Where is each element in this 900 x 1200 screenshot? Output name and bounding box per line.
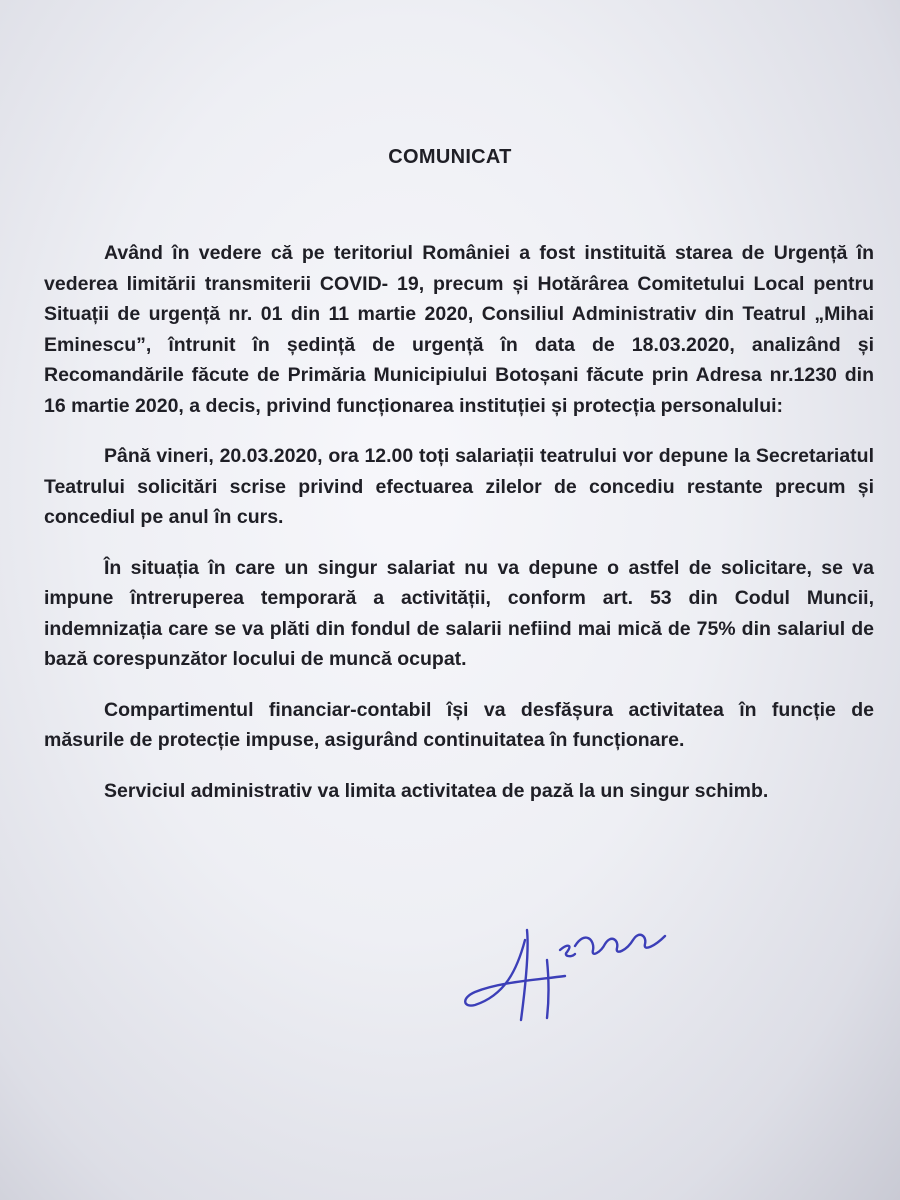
handwritten-signature: [455, 900, 695, 1030]
paragraph-intro: Având în vedere că pe teritoriul României a fost instituită starea de Urgență în vederea limitării transmiterii COVID- 19, precum și Hotărârea Comitetului Local pentru Situații de urgență nr. 01 din 11 martie 2020, Consiliul Administrativ din Teatrul „Mihai Eminescu”, întrunit în ședință de urgență în data de 18.03.2020, analizând și Recomandările făcute de Primăria Municipiului Botoșani făcute prin Adresa nr.1230 din 16 martie 2020, a decis, privind funcționarea instituției și protecția personalului:: [44, 242, 874, 417]
paragraph-security-service: Serviciul administrativ va limita activitatea de pază la un singur schimb.: [104, 779, 769, 802]
document-body: [44, 238, 874, 826]
paragraph-activity-suspension: În situația în care un singur salariat nu va depune o astfel de solicitare, se va impune întreruperea temporară a activității, conform art. 53 din Codul Muncii, indemnizația care se va plăti din fondul de salarii nefiind mai mică de 75% din salariul de bază corespunzător locului de muncă ocupat.: [44, 556, 874, 670]
paragraph-finance: Compartimentul financiar-contabil își va desfășura activitatea în funcție de măsurile de protecție impuse, asigurând continuitatea în funcționare.: [44, 698, 874, 751]
paragraph-leave-requests: Până vineri, 20.03.2020, ora 12.00 toți salariații teatrului vor depune la Secretariatul Teatrului solicitări scrise privind efectuarea zilelor de concediu restante precum și concediul pe anul în curs.: [44, 445, 874, 528]
page-title: COMUNICAT: [388, 146, 512, 168]
